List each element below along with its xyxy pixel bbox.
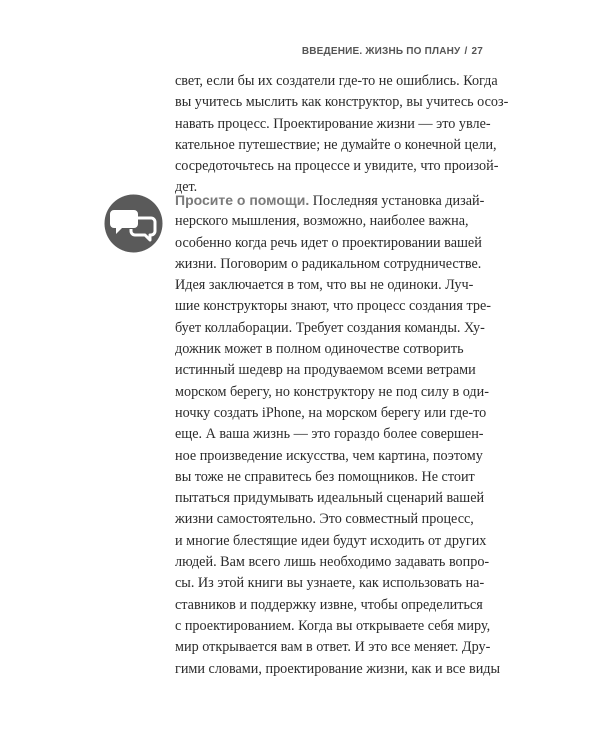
text-line: нерского мышления, возможно, наиболее важна, <box>175 213 469 230</box>
text-line: сы. Из этой книги вы узнаете, как использовать на- <box>175 575 485 592</box>
text-line: ставников и поддержку извне, чтобы определиться <box>175 596 483 613</box>
text-line: шие конструкторы знают, что процесс создания тре- <box>175 298 491 315</box>
text-line: еще. А ваша жизнь — это гораздо более совершен- <box>175 426 484 443</box>
text-line: дет. <box>175 179 198 196</box>
page-number: 27 <box>471 46 483 57</box>
text-line: дожник может в полном одиночестве сотворить <box>175 341 464 358</box>
text-line: вы учитесь мыслить как конструктор, вы учитесь осоз- <box>175 94 509 111</box>
paragraph-intro <box>175 71 509 199</box>
text-line: истинный шедевр на продуваемом всеми ветрами <box>175 362 476 379</box>
text-line: кательное путешествие; не думайте о конечной цели, <box>175 136 497 153</box>
text-line: жизни. Поговорим о радикальном сотрудничестве. <box>175 255 482 272</box>
text-line: свет, если бы их создатели где-то не ошиблись. Когда <box>175 73 498 89</box>
text-fragment: Последняя установка дизай- <box>309 193 485 209</box>
text-line: вы тоже не справитесь без помощников. Не стоит <box>175 468 475 485</box>
chapter-title: ВВЕДЕНИЕ. ЖИЗНЬ ПО ПЛАНУ <box>301 46 461 57</box>
text-line: Идея заключается в том, что вы не одиноки. Луч- <box>175 277 474 294</box>
section-lead-heading: Просите о помощи. <box>175 192 310 208</box>
text-line: людей. Вам всего лишь необходимо задавать вопро- <box>175 554 490 571</box>
text-line: особенно когда речь идет о проектировании вашей <box>175 234 482 251</box>
text-line: мир открывается вам в ответ. И это все меняет. Дру- <box>175 639 491 656</box>
paragraph-ask-for-help <box>175 190 500 680</box>
text-line: ночку создать iPhone, на морском берегу или где-то <box>175 404 487 421</box>
text-line: пытаться придумывать идеальный сценарий вашей <box>175 490 485 507</box>
text-line-first <box>175 190 500 211</box>
text-line: навать процесс. Проектирование жизни — это увле- <box>175 115 491 132</box>
text-line: жизни самостоятельно. Это совместный процесс, <box>175 511 474 528</box>
text-line: морском берегу, но конструктору не под силу в оди- <box>175 383 489 400</box>
text-line: с проектированием. Когда вы открываете себя миру, <box>175 617 491 634</box>
text-line: и многие блестящие идеи будут исходить от других <box>175 532 487 549</box>
text-line: бует коллаборации. Требует создания команды. Ху- <box>175 319 485 336</box>
header-separator: / <box>464 46 468 57</box>
running-header <box>302 46 483 57</box>
text-line: ное произведение искусства, чем картина, поэтому <box>175 447 483 464</box>
text-line: гими словами, проектирование жизни, как и все виды <box>175 660 501 677</box>
text-line: сосредоточьтесь на процессе и увидите, что произой- <box>175 158 499 175</box>
speech-bubbles-icon <box>104 194 163 253</box>
